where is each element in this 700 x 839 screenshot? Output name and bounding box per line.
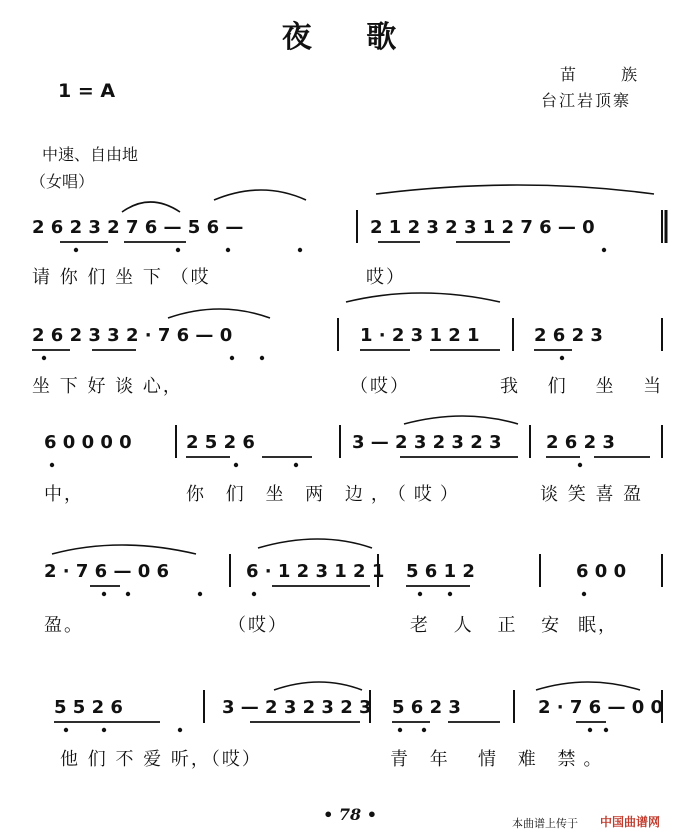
octave-dot <box>226 248 230 252</box>
octave-dot <box>418 592 422 596</box>
tempo-marking: 中速、自由地 <box>42 145 139 164</box>
slur <box>274 682 362 690</box>
system-4-lyric-4: 眠， <box>578 615 618 636</box>
octave-dot <box>398 728 402 732</box>
octave-dot <box>604 728 608 732</box>
system-1-lyric-2: 哎） <box>366 267 406 288</box>
slur <box>52 545 196 554</box>
octave-dot <box>448 592 452 596</box>
octave-dot <box>50 463 54 467</box>
system-3-measure-3-notes: 3 — 2 3 2 3 2 3 <box>352 432 502 453</box>
slur <box>346 293 500 302</box>
system-1-lyric-1: 请 你 们 坐 下 （哎 <box>32 267 211 288</box>
system-3-lyric-3: 谈 笑 喜 盈 <box>540 484 644 505</box>
system-5-measure-2-notes: 3 — 2 3 2 3 2 3 <box>222 697 372 718</box>
origin-place: 台江岩顶寨 <box>541 91 632 110</box>
octave-dot <box>588 728 592 732</box>
octave-dot <box>560 356 564 360</box>
system-4-measure-2-notes: 6 · 1 2 3 1 2 1 <box>246 561 385 582</box>
song-title: 夜 歌 <box>281 20 419 55</box>
system-4-lyric-1: 盈。 <box>44 615 84 636</box>
system-2-lyric-1: 坐 下 好 谈 心， <box>32 376 183 397</box>
site-logo[interactable]: 中国曲谱网 <box>600 815 661 829</box>
octave-dot <box>298 248 302 252</box>
system-2-measure-3-notes: 2 6 2 3 <box>534 325 603 346</box>
system-5-measure-1-notes: 5 5 2 6 <box>54 697 123 718</box>
octave-dot <box>582 592 586 596</box>
octave-dot <box>252 592 256 596</box>
slur <box>258 539 372 548</box>
system-5-measure-4-notes: 2 · 7 6 — 0 0 <box>538 697 664 718</box>
system-4-measure-1-notes: 2 · 7 6 — 0 6 <box>44 561 170 582</box>
system-4-lyric-3: 老 人 正 安 <box>410 615 570 636</box>
slur <box>404 416 518 424</box>
octave-dot <box>578 463 582 467</box>
page-number: • 78 • <box>323 805 377 824</box>
system-1-measure-2-notes: 2 1 2 3 2 3 1 2 7 6 — 0 <box>370 217 595 238</box>
key-signature: 1 = A <box>58 80 116 102</box>
slur <box>376 185 654 194</box>
octave-dot <box>230 356 234 360</box>
slur <box>168 309 270 318</box>
slur <box>122 202 180 212</box>
system-4-measure-4-notes: 6 0 0 <box>576 561 627 582</box>
system-1-measure-1-notes: 2 6 2 3 2 7 6 — 5 6 — <box>32 217 244 238</box>
octave-dot <box>178 728 182 732</box>
octave-dot <box>260 356 264 360</box>
system-3-lyric-1: 中， <box>44 484 84 505</box>
slur <box>214 190 306 200</box>
system-5-lyric-1: 他 们 不 爱 听，（哎） <box>60 749 262 770</box>
system-2-measure-2-notes: 1 · 2 3 1 2 1 <box>360 325 480 346</box>
system-4-lyric-2: （哎） <box>228 615 288 636</box>
octave-dot <box>42 356 46 360</box>
octave-dot <box>234 463 238 467</box>
system-3-measure-4-notes: 2 6 2 3 <box>546 432 615 453</box>
slur <box>536 682 640 690</box>
system-2-lyric-3: 我 们 坐 当 <box>500 376 674 397</box>
octave-dot <box>126 592 130 596</box>
octave-dot <box>102 728 106 732</box>
system-2-measure-1-notes: 2 6 2 3 3 2 · 7 6 — 0 <box>32 325 233 346</box>
octave-dot <box>294 463 298 467</box>
system-3-lyric-2: 你 们 坐 两 边，（哎） <box>186 484 466 505</box>
octave-dot <box>198 592 202 596</box>
octave-dot <box>422 728 426 732</box>
octave-dot <box>102 592 106 596</box>
footer-upload-note: 本曲谱上传于 <box>512 817 578 830</box>
octave-dot <box>602 248 606 252</box>
origin-ethnicity: 苗 族 <box>560 65 658 84</box>
system-4-measure-3-notes: 5 6 1 2 <box>406 561 475 582</box>
system-5-measure-3-notes: 5 6 2 3 <box>392 697 461 718</box>
octave-dot <box>64 728 68 732</box>
octave-dot <box>74 248 78 252</box>
system-3-measure-1-notes: 6 0 0 0 0 <box>44 432 132 453</box>
voice-marking: （女唱） <box>30 172 95 191</box>
octave-dot <box>176 248 180 252</box>
system-5-lyric-3: 情 难 禁。 <box>478 749 610 770</box>
system-5-lyric-2: 青 年 <box>390 749 456 770</box>
system-2-lyric-2: （哎） <box>350 376 410 397</box>
system-3-measure-2-notes: 2 5 2 6 <box>186 432 255 453</box>
